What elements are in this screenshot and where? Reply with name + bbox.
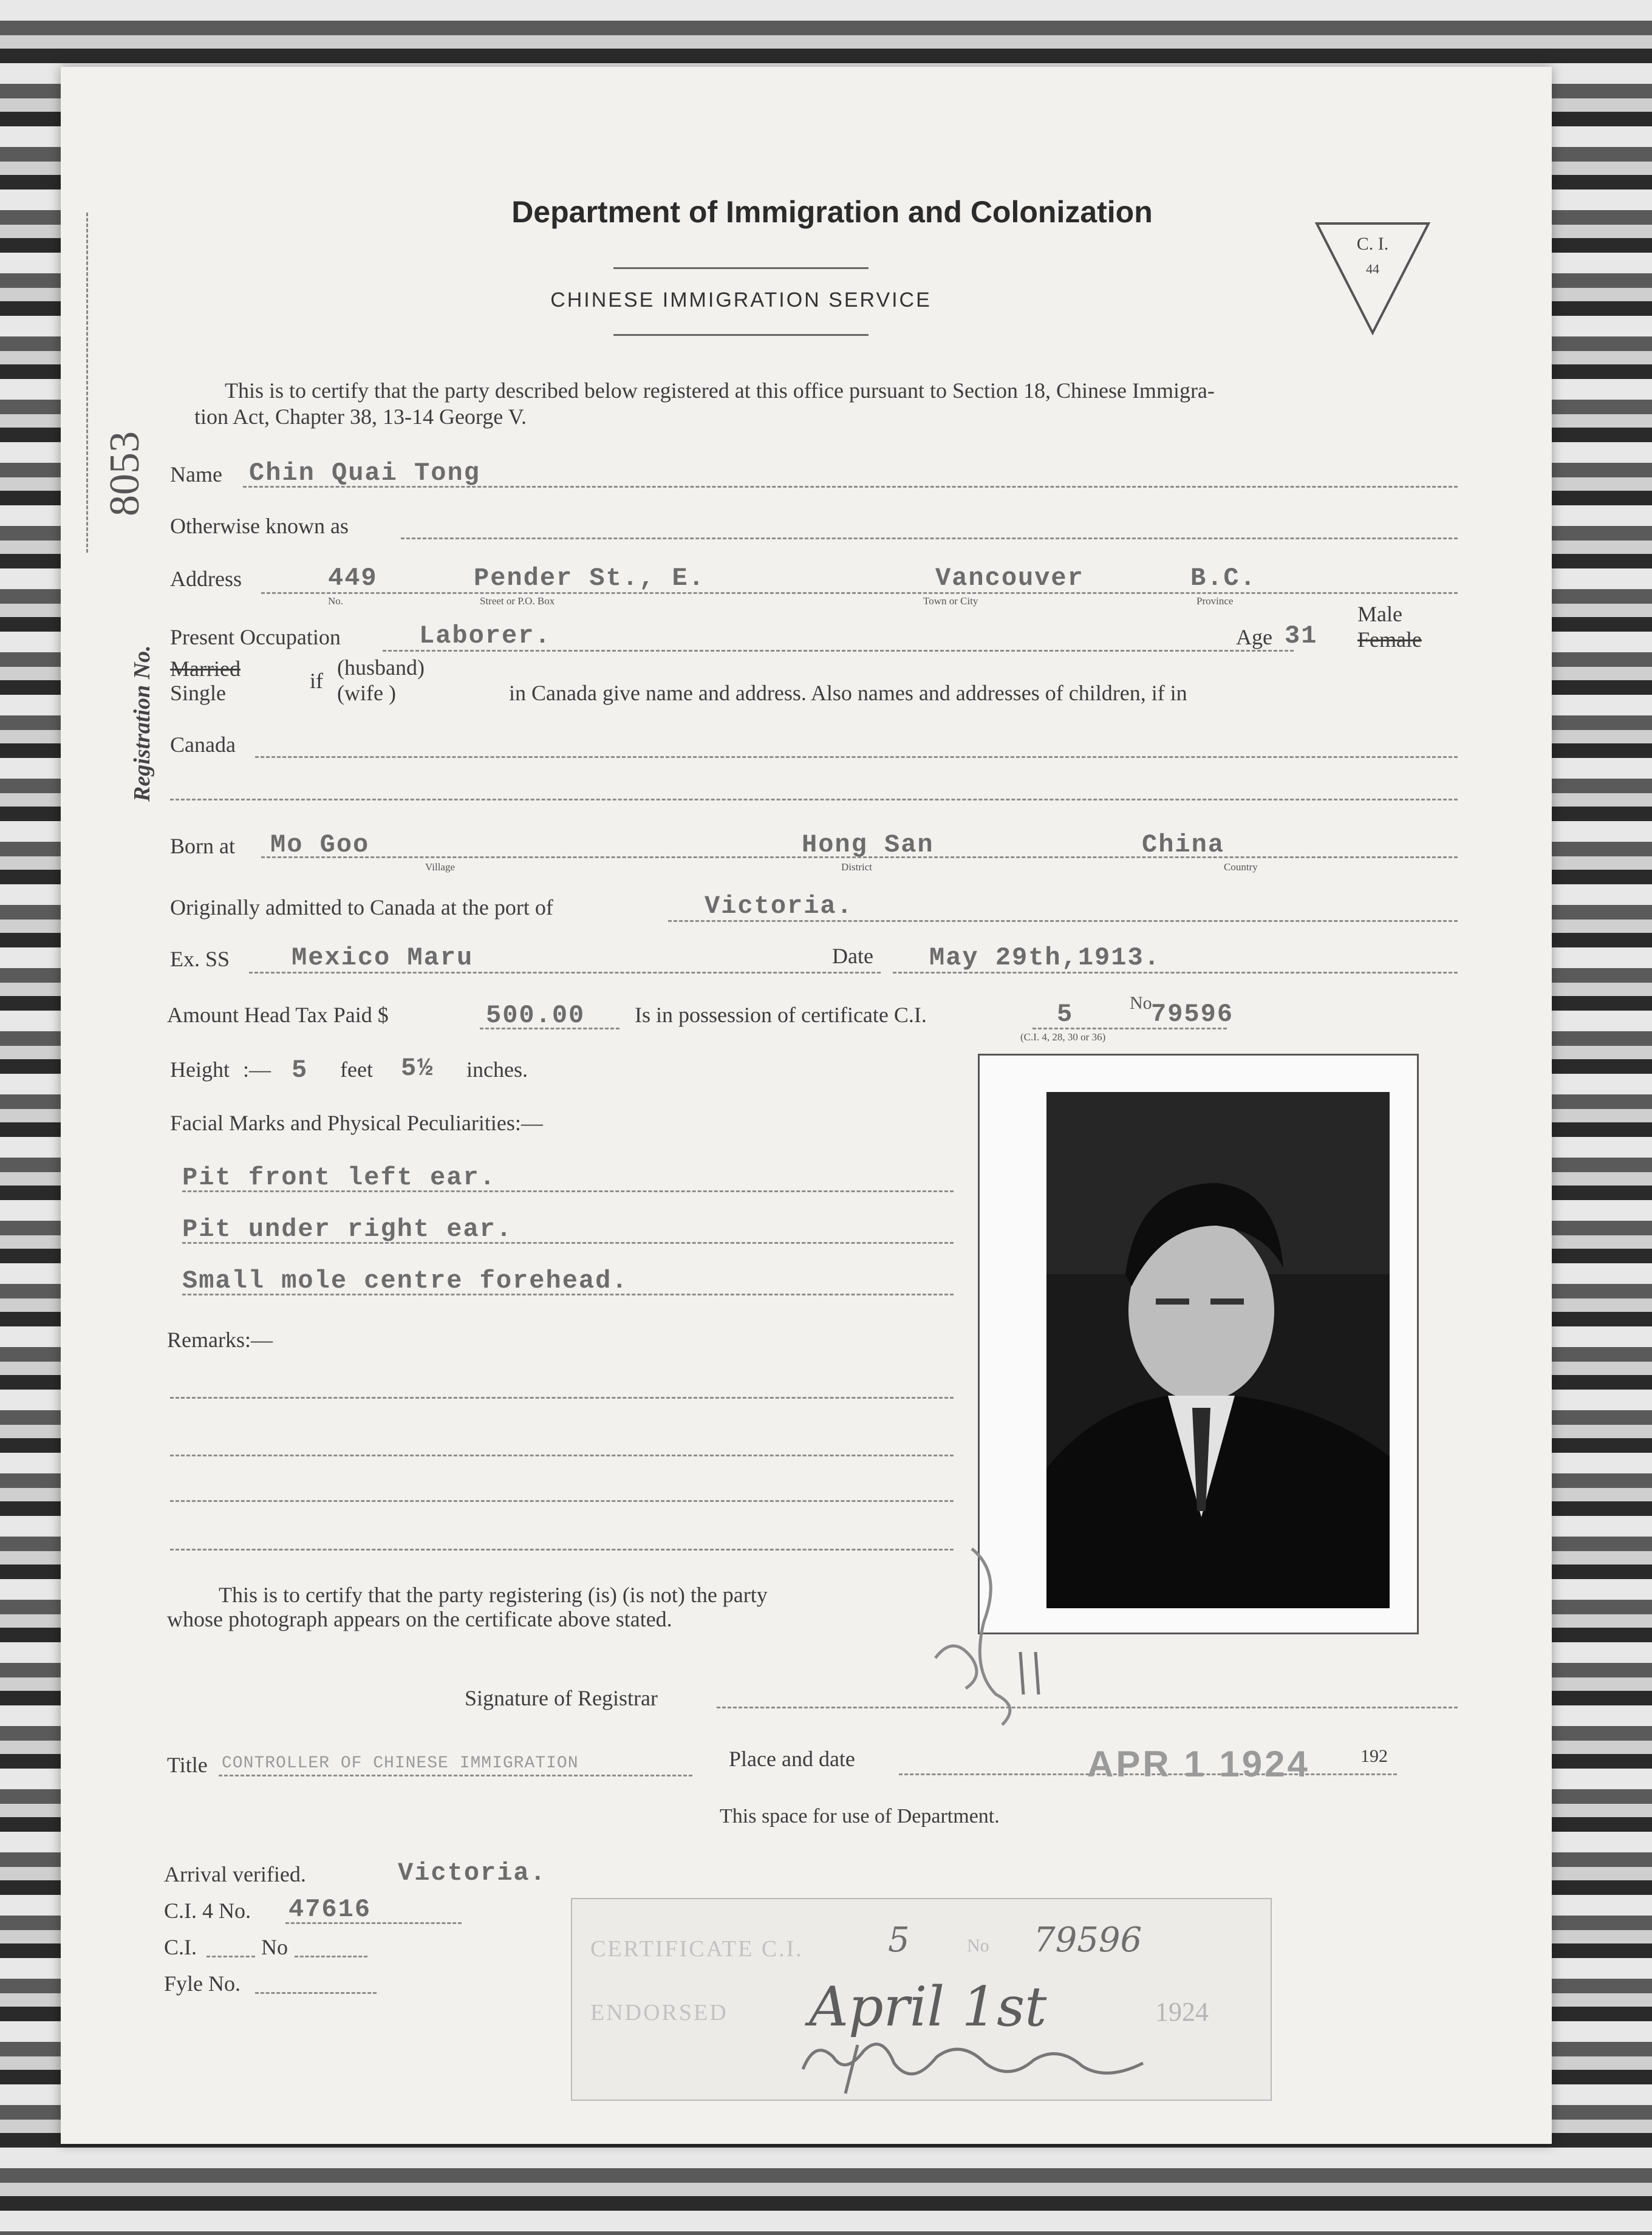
born-country: China [1142, 830, 1225, 859]
ci4-value: 47616 [288, 1895, 372, 1924]
name-line [243, 486, 1458, 488]
intro-line-2: tion Act, Chapter 38, 13-14 George V. [194, 404, 527, 429]
stamp-endorsed-date: April 1st [809, 1975, 1047, 2039]
occupation-value: Laborer. [419, 621, 551, 650]
ss-label: Ex. SS [170, 947, 230, 971]
cert-label: Is in possession of certificate C.I. [635, 1003, 927, 1027]
endorser-signature [791, 2027, 1155, 2100]
cert-number: 79596 [1151, 1000, 1234, 1029]
single-label: Single [170, 681, 227, 705]
header-rule-bottom [613, 334, 869, 336]
canada-line-2 [170, 799, 1458, 800]
stamp-cert-number: 79596 [1034, 1920, 1142, 1960]
occupation-line [383, 650, 1294, 652]
registrar-initials-mark [899, 1512, 1081, 1743]
certify-line-1: This is to certify that the party registering (is) (is not) the party [219, 1583, 768, 1607]
born-district: Hong San [802, 830, 934, 859]
signature-label: Signature of Registrar [465, 1686, 658, 1710]
mark-line-1 [182, 1190, 954, 1192]
fyle-line [255, 1992, 377, 1994]
registrant-photo [1046, 1092, 1390, 1608]
husband-label: (husband) [337, 655, 425, 680]
mark-3: Small mole centre forehead. [182, 1266, 629, 1295]
inches-label: inches. [466, 1057, 528, 1082]
sex-female: Female [1357, 627, 1422, 652]
height-inches: 5½ [401, 1054, 434, 1083]
cert-series: 5 [1057, 1000, 1074, 1029]
mark-line-2 [182, 1242, 954, 1244]
otherwise-label: Otherwise known as [170, 514, 349, 538]
address-city-caption: Town or City [923, 595, 978, 607]
ci4-line [285, 1922, 462, 1924]
tax-line [480, 1028, 620, 1029]
stamp-no-label: No [967, 1936, 989, 1956]
address-number: 449 [328, 564, 378, 593]
married-label: Married [170, 657, 241, 681]
name-label: Name [170, 462, 222, 486]
arrival-label: Arrival verified. [164, 1862, 306, 1886]
ss-line [249, 972, 881, 974]
height-feet: 5 [292, 1056, 309, 1085]
address-street: Pender St., E. [474, 564, 705, 593]
height-label: Height [170, 1057, 230, 1082]
department-title: Department of Immigration and Colonization [511, 195, 1153, 229]
otherwise-line [401, 537, 1458, 539]
name-value: Chin Quai Tong [249, 459, 480, 488]
stamp-endorsed-label: ENDORSED [590, 2000, 728, 2025]
registration-line [86, 213, 88, 553]
stamp-cert-text: CERTIFICATE C.I. [590, 1936, 804, 1962]
height-dash: :— [243, 1057, 271, 1082]
ci-line [206, 1956, 255, 1957]
endorsement-stamp [571, 1898, 1272, 2101]
address-no-caption: No. [328, 595, 344, 607]
remarks-line-2 [170, 1455, 954, 1456]
title-line [219, 1775, 692, 1776]
date-stamp: APR 1 1924 [1087, 1744, 1310, 1784]
if-label: if [310, 669, 323, 693]
tax-value: 500.00 [486, 1001, 585, 1030]
marks-label: Facial Marks and Physical Peculiarities:— [170, 1111, 543, 1135]
date-line [893, 972, 1458, 974]
district-caption: District [841, 861, 872, 873]
port-value: Victoria. [705, 892, 853, 921]
cert-caption: (C.I. 4, 28, 30 or 36) [1020, 1031, 1106, 1043]
canada-label: Canada [170, 732, 236, 757]
place-label: Place and date [729, 1747, 855, 1771]
registration-label: Registration No. [129, 645, 155, 802]
registration-form [61, 67, 1552, 2144]
port-line [668, 920, 1458, 922]
canada-instruction: in Canada give name and address. Also names and addresses of children, if in [509, 681, 1187, 705]
mark-2: Pit under right ear. [182, 1215, 513, 1244]
date-label: Date [832, 944, 873, 968]
age-label: Age [1236, 625, 1272, 649]
fyle-label: Fyle No. [164, 1971, 241, 1996]
port-label: Originally admitted to Canada at the port of [170, 895, 553, 920]
registration-number: 8053 [101, 431, 148, 516]
tax-label: Amount Head Tax Paid $ [167, 1003, 389, 1027]
address-province-caption: Province [1196, 595, 1234, 607]
title-label: Title [167, 1753, 208, 1777]
sex-male: Male [1357, 602, 1402, 626]
form-number: 44 [1366, 261, 1379, 276]
village-caption: Village [425, 861, 456, 873]
cert-no-label: No [1130, 993, 1152, 1013]
date-value: May 29th,1913. [929, 943, 1161, 972]
country-caption: Country [1224, 861, 1258, 873]
address-street-caption: Street or P.O. Box [480, 595, 555, 607]
born-village: Mo Goo [270, 830, 370, 859]
mark-line-3 [182, 1294, 954, 1295]
mark-1: Pit front left ear. [182, 1163, 496, 1192]
address-province: B.C. [1190, 564, 1257, 593]
certify-line-2: whose photograph appears on the certificate above stated. [167, 1607, 672, 1631]
age-value: 31 [1285, 621, 1318, 650]
stamp-endorsed-year: 1924 [1155, 1997, 1209, 2027]
form-code: C. I. [1356, 234, 1389, 254]
signature-line [717, 1707, 1458, 1708]
address-line [261, 592, 1458, 594]
ci-no-line [295, 1956, 367, 1957]
occupation-label: Present Occupation [170, 625, 341, 649]
ss-value: Mexico Maru [292, 943, 474, 972]
arrival-value: Victoria. [398, 1858, 547, 1888]
department-use-label: This space for use of Department. [720, 1805, 1000, 1827]
service-title: CHINESE IMMIGRATION SERVICE [550, 288, 932, 312]
feet-label: feet [340, 1057, 373, 1082]
portrait-figure [1046, 1092, 1390, 1608]
remarks-line-3 [170, 1500, 954, 1502]
canada-line-1 [255, 756, 1458, 758]
stamp-cert-series: 5 [888, 1920, 910, 1960]
remarks-line-1 [170, 1397, 954, 1399]
header-rule-top [613, 267, 869, 269]
intro-line-1: This is to certify that the party described below registered at this office pursuant to Section 18, Chinese Immigra- [225, 378, 1215, 403]
ci4-label: C.I. 4 No. [164, 1899, 251, 1923]
year-suffix: 192 [1360, 1746, 1388, 1766]
address-label: Address [170, 567, 242, 591]
born-line [261, 856, 1458, 858]
title-value: CONTROLLER OF CHINESE IMMIGRATION [222, 1754, 579, 1773]
address-city: Vancouver [935, 564, 1084, 593]
remarks-label: Remarks:— [167, 1328, 273, 1352]
ci-label: C.I. [164, 1935, 197, 1959]
born-label: Born at [170, 834, 235, 858]
remarks-line-4 [170, 1549, 954, 1551]
ci-no-label: No [261, 1935, 288, 1959]
wife-label: (wife ) [337, 681, 396, 705]
cert-line [1032, 1028, 1227, 1029]
